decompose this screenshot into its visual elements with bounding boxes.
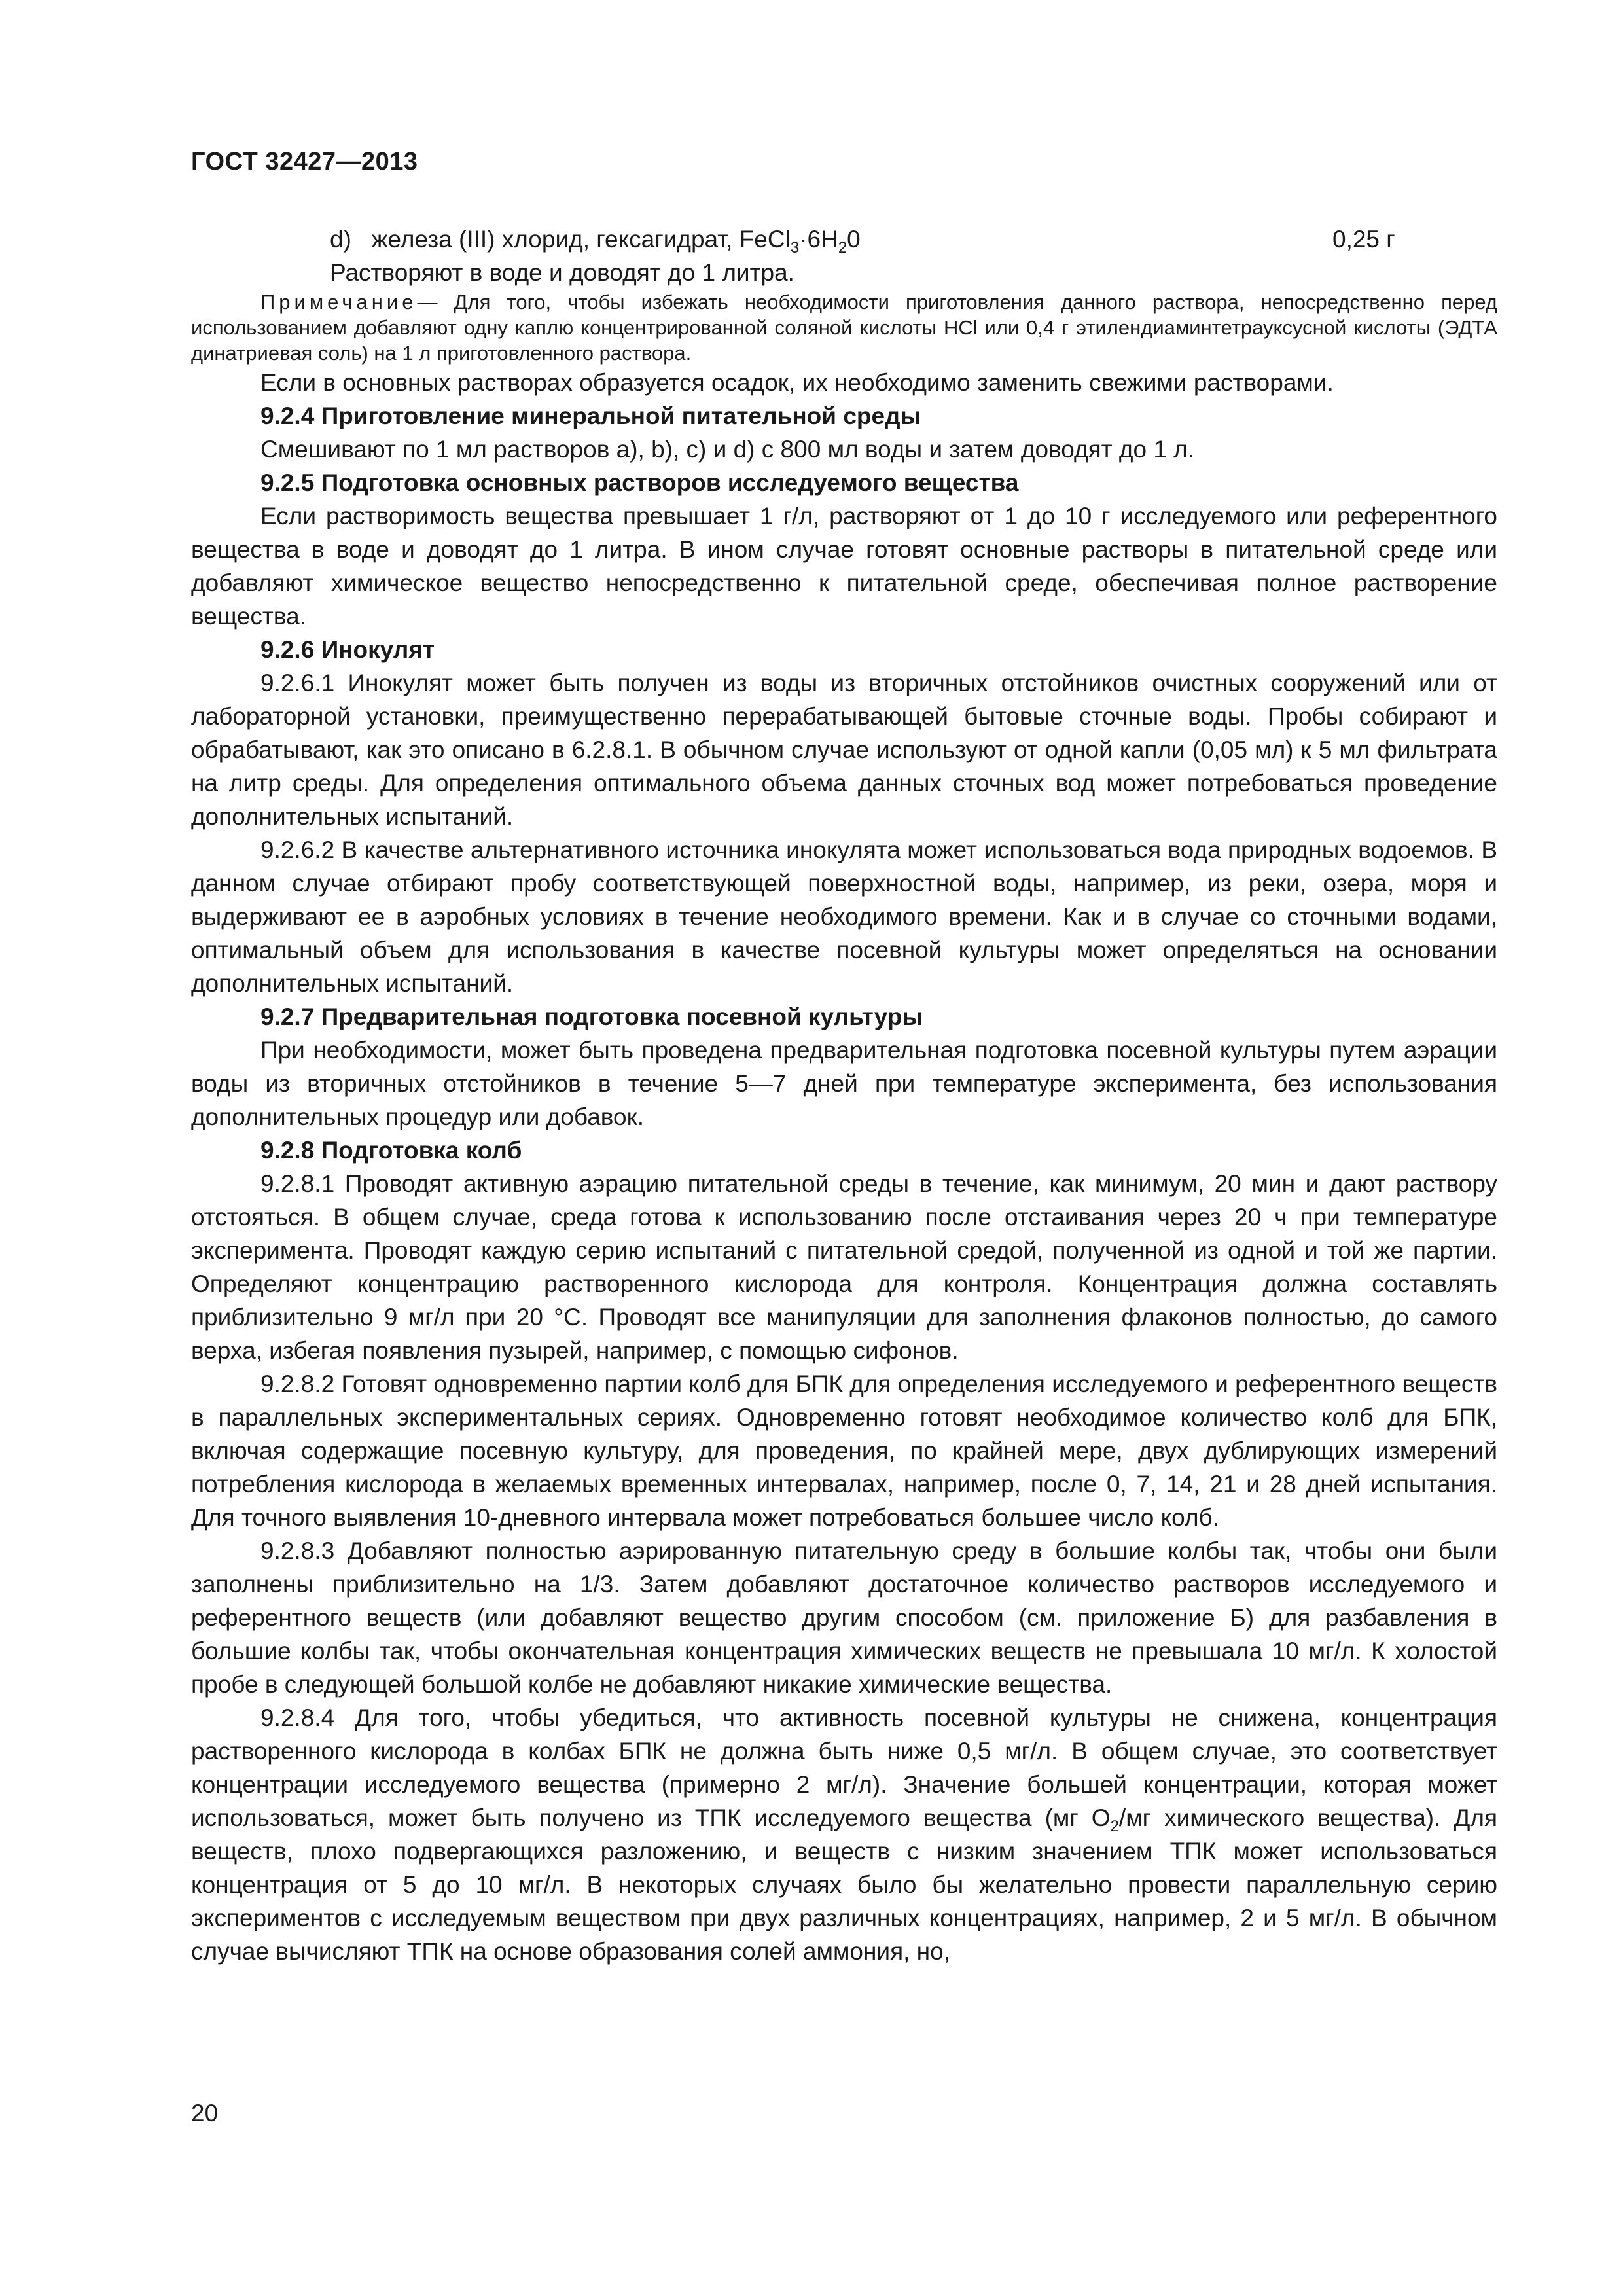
item-d-marker: d) [330,226,351,253]
paragraph-9-2-4: Смешивают по 1 мл растворов а), b), c) и d) с 800 мл воды и затем доводят до 1 л. [260,436,1195,463]
paragraph-precipitate: Если в основных растворах образуется осадок, их необходимо заменить свежими растворами. [260,369,1334,396]
heading-9-2-5: 9.2.5 Подготовка основных растворов исследуемого вещества [260,469,1019,496]
paragraph-9-2-5: Если растворимость вещества превышает 1 г/л, растворяют от 1 до 10 г исследуемого или референтного вещества в воде и доводят до 1 литра. В ином случае готовят основные растворы в питательной среде или добавляют химическое вещество непосредственно к питательной среде, обеспечивая полное растворение вещества. [191,503,1497,630]
item-d-after: Растворяют в воде и доводят до 1 литра. [330,259,794,286]
heading-9-2-6: 9.2.6 Инокулят [260,636,435,663]
document-body [191,223,1497,1968]
paragraph-9-2-8-1: 9.2.8.1 Проводят активную аэрацию питательной среды в течение, как минимум, 20 мин и дают раствору отстояться. В общем случае, среда готова к использованию после отстаивания через 20 ч при температуре эксперимента. Проводят каждую серию испытаний с питательной средой, полученной из одной и той же партии. Определяют концентрацию растворенного кислорода для контроля. Концентрация должна составлять приблизительно 9 мг/л при 20 °С. Проводят все манипуляции для заполнения флаконов полностью, до самого верха, избегая появления пузырей, например, с помощью сифонов. [191,1170,1497,1364]
item-d-subscript-3: 3 [790,239,800,257]
paragraph-9-2-8-2: 9.2.8.2 Готовят одновременно партии колб для БПК для определения исследуемого и референтного веществ в параллельных экспериментальных сериях. Одновременно готовят необходимое количество колб для БПК, включая содержащие посевную культуру, для проведения, по крайней мере, двух дублирующих измерений потребления кислорода в желаемых временных интервалах, например, после 0, 7, 14, 21 и 28 дней испытания. Для точного выявления 10-дневного интервала может потребоваться большее число колб. [191,1371,1497,1531]
paragraph-9-2-6-1: 9.2.6.1 Инокулят может быть получен из воды из вторичных отстойников очистных сооружений или от лабораторной установки, преимущественно перерабатывающей бытовые сточные воды. Пробы собирают и обрабатывают, как это описано в 6.2.8.1. В обычном случае используют от одной капли (0,05 мл) к 5 мл фильтрата на литр среды. Для определения оптимального объема данных сточных вод может потребоваться проведение дополнительных испытаний. [191,670,1497,830]
page-number: 20 [191,2100,219,2126]
note [191,289,1497,366]
item-d-line [191,223,1497,256]
item-d-text: железа (III) хлорид, гексагидрат, FeCl [371,226,791,253]
paragraph-9-2-8-4-part-b: /мг химического вещества). Для веществ, плохо подвергающихся разложению, и веществ с низким значением ТПК может использоваться концентрация от 5 до 10 мг/л. В некоторых случаях было бы желательно провести параллельную серию экспериментов с исследуемым веществом при двух различных концентрациях, например, 2 и 5 мг/л. В обычном случае вычисляют ТПК на основе образования солей аммония, но, [191,1804,1498,1965]
heading-9-2-8: 9.2.8 Подготовка колб [260,1137,522,1164]
paragraph-9-2-8-4-part-a: 9.2.8.4 Для того, чтобы убедиться, что активность посевной культуры не снижена, концентрация растворенного кислорода в колбах БПК не должна быть ниже 0,5 мг/л. В общем случае, это соответствует концентрации исследуемого вещества (примерно 2 мг/л). Значение большей концентрации, которая может использоваться, может быть получено из ТПК исследуемого вещества (мг O [191,1704,1497,1831]
note-label: Примечание [260,291,418,314]
item-d-subscript-2: 2 [838,239,847,257]
note-text: — Для того, чтобы избежать необходимости приготовления данного раствора, непосредственно перед использованием добавляют одну каплю концентрированной соляной кислоты HCl или 0,4 г этилендиаминтетрауксусной кислоты (ЭДТА динатриевая соль) на 1 л приготовленного раствора. [191,291,1497,365]
oxygen-subscript: 2 [1110,1818,1119,1835]
paragraph-9-2-6-2: 9.2.6.2 В качестве альтернативного источника инокулята может использоваться вода природных водоемов. В данном случае отбирают пробу соответствующей поверхностной воды, например, из реки, озера, моря и выдерживают ее в аэробных условиях в течение необходимого времени. Как и в случае со сточными водами, оптимальный объем для использования в качестве посевной культуры может определяться на основании дополнительных испытаний. [191,836,1497,997]
item-d-amount: 0,25 г [1332,226,1395,253]
item-d-text-mid: ·6H [799,226,838,253]
heading-9-2-7: 9.2.7 Предварительная подготовка посевной культуры [260,1003,923,1030]
paragraph-9-2-8-3: 9.2.8.3 Добавляют полностью аэрированную питательную среду в большие колбы так, чтобы они были заполнены приблизительно на 1/3. Затем добавляют достаточное количество растворов исследуемого и референтного веществ (или добавляют вещество другим способом (см. приложение Б) для разбавления в большие колбы так, чтобы окончательная концентрация химических веществ не превышала 10 мг/л. К холостой пробе в следующей большой колбе не добавляют никакие химические вещества. [191,1537,1497,1698]
item-d-text-end: 0 [847,226,861,253]
paragraph-9-2-7: При необходимости, может быть проведена предварительная подготовка посевной культуры путем аэрации воды из вторичных отстойников в течение 5—7 дней при температуре эксперимента, без использования дополнительных процедур или добавок. [191,1037,1497,1130]
heading-9-2-4: 9.2.4 Приготовление минеральной питательной среды [260,403,921,429]
paragraph-9-2-8-4 [191,1701,1497,1968]
document-header-code: ГОСТ 32427—2013 [191,148,418,175]
